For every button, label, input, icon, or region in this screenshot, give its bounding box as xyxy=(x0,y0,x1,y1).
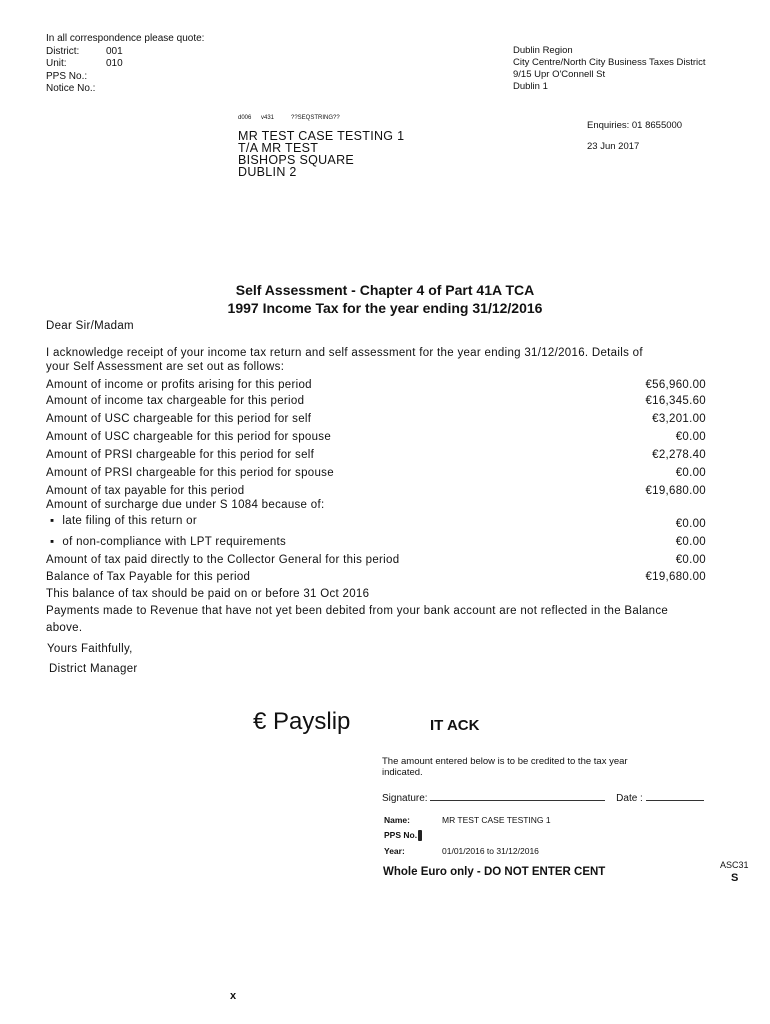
payslip-code: IT ACK xyxy=(430,717,480,734)
row-amount: €0.00 xyxy=(675,431,706,443)
title-line-2: 1997 Income Tax for the year ending 31/12/2016 xyxy=(227,300,543,316)
office-line-4: Dublin 1 xyxy=(513,81,548,92)
district-row xyxy=(46,46,204,59)
row-label: Amount of USC chargeable for this period for self xyxy=(46,413,312,425)
code-2: v431 xyxy=(261,115,275,121)
pps-marker-icon xyxy=(418,830,422,841)
reference-block xyxy=(46,33,204,96)
row-label: Amount of USC chargeable for this period for spouse xyxy=(46,431,332,443)
office-address xyxy=(513,45,706,93)
district-value: 001 xyxy=(106,45,123,57)
row-amount: €3,201.00 xyxy=(652,413,706,425)
surcharge-item-amount: €0.00 xyxy=(675,518,706,530)
intro-line-2: your Self Assessment are set out as follows: xyxy=(46,361,285,373)
office-line-3: 9/15 Upr O'Connell St xyxy=(513,69,606,80)
credit-note xyxy=(382,756,628,778)
whole-euro-note: Whole Euro only - DO NOT ENTER CENT xyxy=(383,866,606,878)
row-amount: €19,680.00 xyxy=(645,571,706,583)
note-line-2: Payments made to Revenue that have not yet been debited from your bank account are not reflected in the Balance xyxy=(46,605,669,617)
row-label: Amount of tax paid directly to the Collector General for this period xyxy=(46,554,400,566)
unit-label: Unit: xyxy=(46,58,67,69)
signature-line[interactable] xyxy=(430,790,605,801)
x-mark: x xyxy=(230,990,237,1002)
code-1: d006 xyxy=(238,115,252,121)
row-label: Amount of PRSI chargeable for this period for spouse xyxy=(46,467,334,479)
signature-row xyxy=(382,790,704,804)
closing-line-2: District Manager xyxy=(49,663,138,675)
name-label: Name: xyxy=(384,815,410,825)
surcharge-item-label: ▪ of non-compliance with LPT requirements xyxy=(50,536,286,548)
year-value: 01/01/2016 to 31/12/2016 xyxy=(442,846,539,856)
row-label: Amount of PRSI chargeable for this period for self xyxy=(46,449,315,461)
pps-row xyxy=(384,830,422,841)
addressee-line-3: BISHOPS SQUARE xyxy=(238,153,355,167)
row-label: Amount of income tax chargeable for this period xyxy=(46,395,305,407)
surcharge-heading: Amount of surcharge due under S 1084 because of: xyxy=(46,499,325,511)
row-amount: €0.00 xyxy=(675,467,706,479)
notice-label: Notice No.: xyxy=(46,83,96,94)
date-line[interactable] xyxy=(646,790,704,801)
enquiries: Enquiries: 01 8655000 xyxy=(587,120,683,131)
row-amount: €19,680.00 xyxy=(645,485,706,497)
row-amount: €2,278.40 xyxy=(652,449,706,461)
unit-row xyxy=(46,58,204,71)
office-line-1: Dublin Region xyxy=(513,45,573,56)
surcharge-item-amount: €0.00 xyxy=(675,536,706,548)
credit-line-2: indicated. xyxy=(382,767,423,778)
pps-label: PPS No. xyxy=(384,830,418,840)
row-amount: €56,960.00 xyxy=(645,379,706,391)
row-label: Amount of tax payable for this period xyxy=(46,485,245,497)
district-label: District: xyxy=(46,45,80,57)
surcharge-item-label: ▪ late filing of this return or xyxy=(50,515,197,527)
row-label: Amount of income or profits arising for this period xyxy=(46,379,312,391)
credit-line-1: The amount entered below is to be credited to the tax year xyxy=(382,756,628,767)
payslip-title: € Payslip xyxy=(253,708,351,735)
addressee-line-1: MR TEST CASE TESTING 1 xyxy=(238,129,405,143)
title-line-1: Self Assessment - Chapter 4 of Part 41A TCA xyxy=(235,282,535,298)
salutation: Dear Sir/Madam xyxy=(46,320,134,332)
date-label: Date : xyxy=(616,793,643,804)
intro-line-1: I acknowledge receipt of your income tax return and self assessment for the year ending 31/12/2016. Details of xyxy=(46,347,643,359)
row-amount: €0.00 xyxy=(675,554,706,566)
letter-date: 23 Jun 2017 xyxy=(587,141,640,152)
addressee-line-2: T/A MR TEST xyxy=(238,141,319,155)
row-label: Balance of Tax Payable for this period xyxy=(46,571,251,583)
closing-line-1: Yours Faithfully, xyxy=(47,643,133,655)
s-mark: S xyxy=(731,872,739,884)
note-line-1: This balance of tax should be paid on or before 31 Oct 2016 xyxy=(46,588,370,600)
note-line-3: above. xyxy=(46,622,83,634)
addressee-block xyxy=(238,130,404,178)
signature-label: Signature: xyxy=(382,793,428,804)
quote-line: In all correspondence please quote: xyxy=(46,33,205,44)
pps-label: PPS No.: xyxy=(46,70,88,82)
year-label: Year: xyxy=(384,846,405,856)
office-line-2: City Centre/North City Business Taxes District xyxy=(513,57,706,68)
unit-value: 010 xyxy=(106,58,123,69)
name-value: MR TEST CASE TESTING 1 xyxy=(442,815,551,825)
asc-code: ASC31 xyxy=(720,860,749,870)
row-amount: €16,345.60 xyxy=(645,395,706,407)
addressee-line-4: DUBLIN 2 xyxy=(238,165,297,179)
code-3: ??SEQSTRING?? xyxy=(291,115,340,121)
